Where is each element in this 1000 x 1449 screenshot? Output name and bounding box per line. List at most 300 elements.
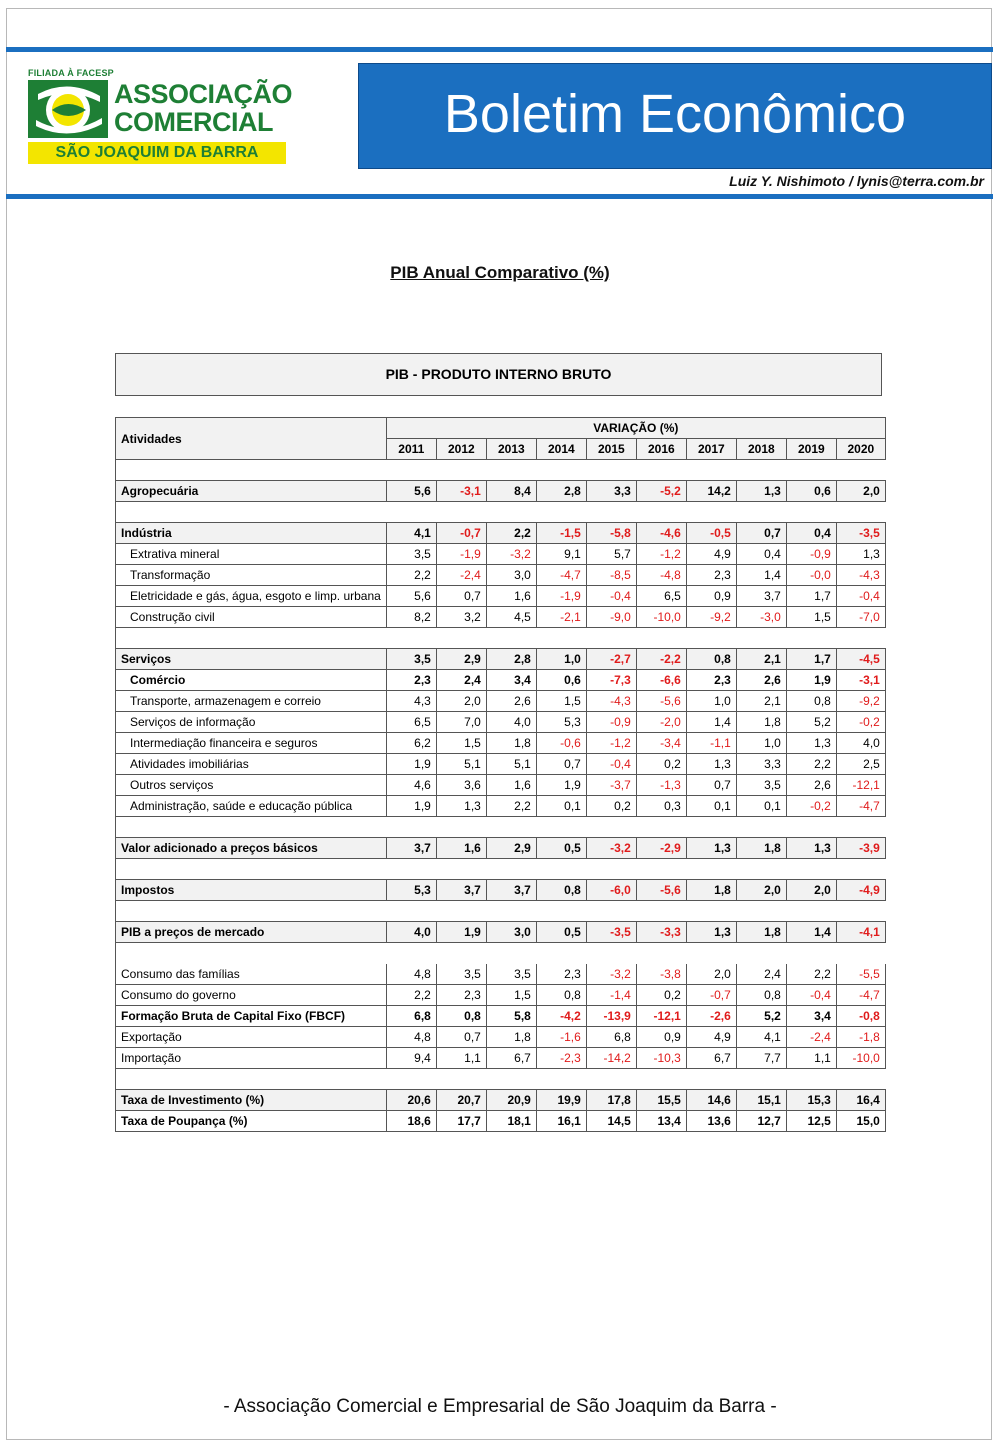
value-cell-2013: 20,9 [486,1090,536,1111]
value-cell-2020: 16,4 [836,1090,885,1111]
value-cell-2011: 9,4 [386,1048,436,1069]
value-cell-2012: 0,7 [436,1027,486,1048]
value-cell-2013: 2,6 [486,691,536,712]
value-cell-2015: -7,3 [586,670,636,691]
value-cell-2019: 2,2 [786,754,836,775]
row-label: Atividades imobiliárias [116,754,387,775]
bulletin-banner: Boletim Econômico [358,63,992,169]
table-body [116,460,886,1132]
value-cell-2020: -7,0 [836,607,885,628]
year-header-2015: 2015 [586,439,636,460]
value-cell-2020: -12,1 [836,775,885,796]
value-cell-2013: 2,2 [486,796,536,817]
value-cell-2019: 1,5 [786,607,836,628]
value-cell-2016: 13,4 [636,1111,686,1132]
value-cell-2020: -4,7 [836,796,885,817]
value-cell-2014: 0,6 [536,670,586,691]
value-cell-2019: 5,2 [786,712,836,733]
row-label: Extrativa mineral [116,544,387,565]
table-row [116,964,886,985]
value-cell-2013: 3,0 [486,922,536,943]
table-row [116,1006,886,1027]
value-cell-2016: -6,6 [636,670,686,691]
value-cell-2012: 1,9 [436,922,486,943]
row-label: Serviços de informação [116,712,387,733]
value-cell-2018: 1,8 [736,922,786,943]
value-cell-2012: 1,6 [436,838,486,859]
value-cell-2011: 3,5 [386,649,436,670]
row-label: Taxa de Investimento (%) [116,1090,387,1111]
value-cell-2013: 8,4 [486,481,536,502]
value-cell-2020: -0,8 [836,1006,885,1027]
value-cell-2011: 20,6 [386,1090,436,1111]
value-cell-2014: -0,6 [536,733,586,754]
value-cell-2020: 2,0 [836,481,885,502]
value-cell-2019: -0,2 [786,796,836,817]
value-cell-2020: -3,9 [836,838,885,859]
value-cell-2015: -3,2 [586,964,636,985]
value-cell-2013: 6,7 [486,1048,536,1069]
row-label: PIB a preços de mercado [116,922,387,943]
value-cell-2018: 5,2 [736,1006,786,1027]
row-label: Indústria [116,523,387,544]
logo-line-1: ASSOCIAÇÃO [114,79,293,109]
value-cell-2018: 1,8 [736,712,786,733]
value-cell-2014: 1,5 [536,691,586,712]
variation-header: VARIAÇÃO (%) [386,418,885,439]
value-cell-2014: 0,5 [536,838,586,859]
value-cell-2013: 2,8 [486,649,536,670]
value-cell-2020: 1,3 [836,544,885,565]
value-cell-2014: 0,8 [536,985,586,1006]
value-cell-2011: 1,9 [386,754,436,775]
value-cell-2020: -9,2 [836,691,885,712]
row-label: Transformação [116,565,387,586]
value-cell-2016: -12,1 [636,1006,686,1027]
value-cell-2016: 6,5 [636,586,686,607]
value-cell-2016: -3,4 [636,733,686,754]
value-cell-2019: 1,7 [786,649,836,670]
value-cell-2015: -2,7 [586,649,636,670]
value-cell-2017: 1,0 [686,691,736,712]
value-cell-2019: 12,5 [786,1111,836,1132]
logo-affiliation-text: FILIADA À FACESP [28,68,114,78]
header-rule-bottom [6,194,993,199]
value-cell-2014: 1,0 [536,649,586,670]
value-cell-2017: -2,6 [686,1006,736,1027]
value-cell-2017: 13,6 [686,1111,736,1132]
value-cell-2013: 1,6 [486,586,536,607]
row-label: Intermediação financeira e seguros [116,733,387,754]
spacer-row [116,817,886,838]
value-cell-2018: 0,7 [736,523,786,544]
table-row [116,565,886,586]
value-cell-2018: 2,1 [736,649,786,670]
value-cell-2011: 4,6 [386,775,436,796]
table-row [116,712,886,733]
value-cell-2017: -0,5 [686,523,736,544]
value-cell-2014: 1,9 [536,775,586,796]
table-row [116,1090,886,1111]
value-cell-2017: 4,9 [686,544,736,565]
value-cell-2019: -2,4 [786,1027,836,1048]
value-cell-2018: 0,8 [736,985,786,1006]
value-cell-2016: -5,6 [636,691,686,712]
value-cell-2019: 1,4 [786,922,836,943]
value-cell-2017: 0,8 [686,649,736,670]
value-cell-2012: 20,7 [436,1090,486,1111]
value-cell-2014: -4,7 [536,565,586,586]
value-cell-2019: 2,2 [786,964,836,985]
value-cell-2018: 0,4 [736,544,786,565]
value-cell-2019: 0,4 [786,523,836,544]
table-row [116,1111,886,1132]
spacer-row [116,859,886,880]
value-cell-2018: 1,4 [736,565,786,586]
value-cell-2016: 0,9 [636,1027,686,1048]
value-cell-2015: -8,5 [586,565,636,586]
value-cell-2014: -1,6 [536,1027,586,1048]
value-cell-2013: 1,5 [486,985,536,1006]
year-header-2012: 2012 [436,439,486,460]
year-header-2014: 2014 [536,439,586,460]
value-cell-2020: -4,1 [836,922,885,943]
value-cell-2019: -0,9 [786,544,836,565]
value-cell-2017: 1,3 [686,754,736,775]
value-cell-2013: -3,2 [486,544,536,565]
value-cell-2012: 1,1 [436,1048,486,1069]
value-cell-2012: 2,0 [436,691,486,712]
value-cell-2012: -0,7 [436,523,486,544]
row-label: Consumo das famílias [116,964,387,985]
value-cell-2018: 3,7 [736,586,786,607]
value-cell-2015: 0,2 [586,796,636,817]
value-cell-2018: 2,6 [736,670,786,691]
footer-text: - Associação Comercial e Empresarial de São Joaquim da Barra - [223,1396,777,1417]
value-cell-2011: 3,5 [386,544,436,565]
value-cell-2020: -0,4 [836,586,885,607]
value-cell-2014: -2,3 [536,1048,586,1069]
value-cell-2020: 4,0 [836,733,885,754]
table-row [116,523,886,544]
value-cell-2016: 0,2 [636,754,686,775]
value-cell-2019: -0,0 [786,565,836,586]
value-cell-2014: 0,5 [536,922,586,943]
value-cell-2018: 2,4 [736,964,786,985]
table-row [116,649,886,670]
spacer-row [116,502,886,523]
value-cell-2012: 3,6 [436,775,486,796]
table-row [116,796,886,817]
value-cell-2011: 1,9 [386,796,436,817]
value-cell-2016: -1,2 [636,544,686,565]
value-cell-2019: 2,0 [786,880,836,901]
value-cell-2013: 3,0 [486,565,536,586]
value-cell-2020: 15,0 [836,1111,885,1132]
value-cell-2013: 4,0 [486,712,536,733]
value-cell-2020: -3,5 [836,523,885,544]
value-cell-2019: -0,4 [786,985,836,1006]
value-cell-2019: 15,3 [786,1090,836,1111]
value-cell-2017: -1,1 [686,733,736,754]
value-cell-2011: 4,1 [386,523,436,544]
value-cell-2018: 3,5 [736,775,786,796]
value-cell-2015: -14,2 [586,1048,636,1069]
value-cell-2015: -5,8 [586,523,636,544]
value-cell-2020: -4,7 [836,985,885,1006]
table-row [116,607,886,628]
value-cell-2015: -3,5 [586,922,636,943]
value-cell-2017: 1,3 [686,838,736,859]
value-cell-2015: 14,5 [586,1111,636,1132]
logo-line-2: COMERCIAL [114,107,273,137]
value-cell-2012: 1,3 [436,796,486,817]
value-cell-2018: 2,0 [736,880,786,901]
value-cell-2020: -5,5 [836,964,885,985]
value-cell-2017: 4,9 [686,1027,736,1048]
value-cell-2018: 2,1 [736,691,786,712]
value-cell-2016: 0,3 [636,796,686,817]
association-logo [28,68,293,164]
table-row [116,481,886,502]
logo-emblem-icon [28,80,108,138]
value-cell-2013: 3,4 [486,670,536,691]
row-label: Outros serviços [116,775,387,796]
row-label: Exportação [116,1027,387,1048]
value-cell-2011: 2,2 [386,565,436,586]
value-cell-2011: 6,5 [386,712,436,733]
row-label: Importação [116,1048,387,1069]
value-cell-2016: -10,3 [636,1048,686,1069]
value-cell-2017: 1,3 [686,922,736,943]
spacer-row [116,628,886,649]
value-cell-2015: -9,0 [586,607,636,628]
value-cell-2011: 5,3 [386,880,436,901]
value-cell-2013: 4,5 [486,607,536,628]
value-cell-2019: 1,3 [786,733,836,754]
value-cell-2013: 5,8 [486,1006,536,1027]
row-label: Agropecuária [116,481,387,502]
year-header-2018: 2018 [736,439,786,460]
value-cell-2018: 1,0 [736,733,786,754]
value-cell-2016: -3,3 [636,922,686,943]
row-label: Consumo do governo [116,985,387,1006]
table-row [116,733,886,754]
year-header-2019: 2019 [786,439,836,460]
value-cell-2017: 1,4 [686,712,736,733]
value-cell-2020: -1,8 [836,1027,885,1048]
spacer-row [116,460,886,481]
value-cell-2018: 15,1 [736,1090,786,1111]
value-cell-2013: 3,7 [486,880,536,901]
value-cell-2016: -2,9 [636,838,686,859]
value-cell-2020: -4,9 [836,880,885,901]
value-cell-2012: 2,9 [436,649,486,670]
value-cell-2015: 5,7 [586,544,636,565]
value-cell-2016: -2,2 [636,649,686,670]
table-row [116,754,886,775]
value-cell-2020: -3,1 [836,670,885,691]
value-cell-2019: 0,8 [786,691,836,712]
value-cell-2016: -4,6 [636,523,686,544]
value-cell-2011: 4,3 [386,691,436,712]
value-cell-2011: 4,8 [386,964,436,985]
year-header-2016: 2016 [636,439,686,460]
value-cell-2014: -2,1 [536,607,586,628]
header-rule-top [6,47,993,52]
activities-header: Atividades [116,418,387,460]
value-cell-2013: 1,6 [486,775,536,796]
value-cell-2020: -10,0 [836,1048,885,1069]
value-cell-2016: -10,0 [636,607,686,628]
value-cell-2015: -1,4 [586,985,636,1006]
value-cell-2015: -0,9 [586,712,636,733]
table-row [116,1048,886,1069]
value-cell-2016: -5,6 [636,880,686,901]
value-cell-2015: -1,2 [586,733,636,754]
page-title: PIB Anual Comparativo (%) [390,263,610,282]
value-cell-2011: 4,8 [386,1027,436,1048]
value-cell-2014: 0,1 [536,796,586,817]
row-label: Valor adicionado a preços básicos [116,838,387,859]
value-cell-2014: 2,3 [536,964,586,985]
value-cell-2017: 1,8 [686,880,736,901]
value-cell-2011: 2,2 [386,985,436,1006]
table-row [116,922,886,943]
value-cell-2014: -1,5 [536,523,586,544]
value-cell-2012: 3,7 [436,880,486,901]
value-cell-2014: -1,9 [536,586,586,607]
row-label: Comércio [116,670,387,691]
row-label: Serviços [116,649,387,670]
value-cell-2012: 5,1 [436,754,486,775]
row-label: Taxa de Poupança (%) [116,1111,387,1132]
value-cell-2014: 2,8 [536,481,586,502]
row-label: Eletricidade e gás, água, esgoto e limp. urbana [116,586,387,607]
value-cell-2017: 2,3 [686,670,736,691]
value-cell-2014: 0,8 [536,880,586,901]
value-cell-2020: -4,5 [836,649,885,670]
value-cell-2012: 0,8 [436,1006,486,1027]
row-label: Administração, saúde e educação pública [116,796,387,817]
year-header-2013: 2013 [486,439,536,460]
value-cell-2016: -2,0 [636,712,686,733]
table-title: PIB - PRODUTO INTERNO BRUTO [115,353,882,396]
spacer-row [116,943,886,964]
value-cell-2016: 0,2 [636,985,686,1006]
value-cell-2018: 1,8 [736,838,786,859]
value-cell-2013: 18,1 [486,1111,536,1132]
row-label: Formação Bruta de Capital Fixo (FBCF) [116,1006,387,1027]
spacer-row [116,1069,886,1090]
value-cell-2015: -6,0 [586,880,636,901]
value-cell-2013: 5,1 [486,754,536,775]
value-cell-2017: 14,2 [686,481,736,502]
value-cell-2018: 3,3 [736,754,786,775]
value-cell-2018: 1,3 [736,481,786,502]
value-cell-2011: 3,7 [386,838,436,859]
value-cell-2015: -3,7 [586,775,636,796]
value-cell-2014: 16,1 [536,1111,586,1132]
value-cell-2020: -4,3 [836,565,885,586]
value-cell-2013: 1,8 [486,733,536,754]
value-cell-2017: 2,0 [686,964,736,985]
value-cell-2012: 1,5 [436,733,486,754]
value-cell-2017: 0,1 [686,796,736,817]
value-cell-2015: -13,9 [586,1006,636,1027]
value-cell-2012: 0,7 [436,586,486,607]
value-cell-2012: 3,5 [436,964,486,985]
table-row [116,880,886,901]
value-cell-2018: 4,1 [736,1027,786,1048]
value-cell-2015: -3,2 [586,838,636,859]
value-cell-2019: 2,6 [786,775,836,796]
value-cell-2014: -4,2 [536,1006,586,1027]
value-cell-2015: -0,4 [586,754,636,775]
value-cell-2019: 3,4 [786,1006,836,1027]
table-row [116,838,886,859]
year-header-2017: 2017 [686,439,736,460]
value-cell-2020: 2,5 [836,754,885,775]
value-cell-2016: 15,5 [636,1090,686,1111]
value-cell-2013: 3,5 [486,964,536,985]
value-cell-2017: 0,9 [686,586,736,607]
value-cell-2019: 1,9 [786,670,836,691]
value-cell-2015: -0,4 [586,586,636,607]
value-cell-2017: 14,6 [686,1090,736,1111]
value-cell-2011: 5,6 [386,586,436,607]
table-row [116,670,886,691]
value-cell-2012: 2,3 [436,985,486,1006]
value-cell-2011: 5,6 [386,481,436,502]
value-cell-2019: 0,6 [786,481,836,502]
year-header-2011: 2011 [386,439,436,460]
value-cell-2012: -3,1 [436,481,486,502]
value-cell-2018: 12,7 [736,1111,786,1132]
value-cell-2014: 0,7 [536,754,586,775]
value-cell-2016: -5,2 [636,481,686,502]
value-cell-2012: 3,2 [436,607,486,628]
value-cell-2018: 0,1 [736,796,786,817]
value-cell-2012: 7,0 [436,712,486,733]
value-cell-2019: 1,7 [786,586,836,607]
value-cell-2011: 18,6 [386,1111,436,1132]
value-cell-2012: -1,9 [436,544,486,565]
value-cell-2011: 4,0 [386,922,436,943]
logo-city-band: SÃO JOAQUIM DA BARRA [28,142,286,164]
table-row [116,985,886,1006]
pib-table [115,417,886,1132]
value-cell-2015: 3,3 [586,481,636,502]
value-cell-2018: -3,0 [736,607,786,628]
value-cell-2014: 5,3 [536,712,586,733]
table-row [116,544,886,565]
value-cell-2011: 6,2 [386,733,436,754]
value-cell-2017: -0,7 [686,985,736,1006]
value-cell-2017: 6,7 [686,1048,736,1069]
value-cell-2017: -9,2 [686,607,736,628]
table-row [116,691,886,712]
value-cell-2020: -0,2 [836,712,885,733]
row-label: Transporte, armazenagem e correio [116,691,387,712]
value-cell-2013: 1,8 [486,1027,536,1048]
table-row [116,586,886,607]
year-header-2020: 2020 [836,439,885,460]
value-cell-2011: 2,3 [386,670,436,691]
value-cell-2011: 8,2 [386,607,436,628]
value-cell-2016: -4,8 [636,565,686,586]
value-cell-2014: 19,9 [536,1090,586,1111]
